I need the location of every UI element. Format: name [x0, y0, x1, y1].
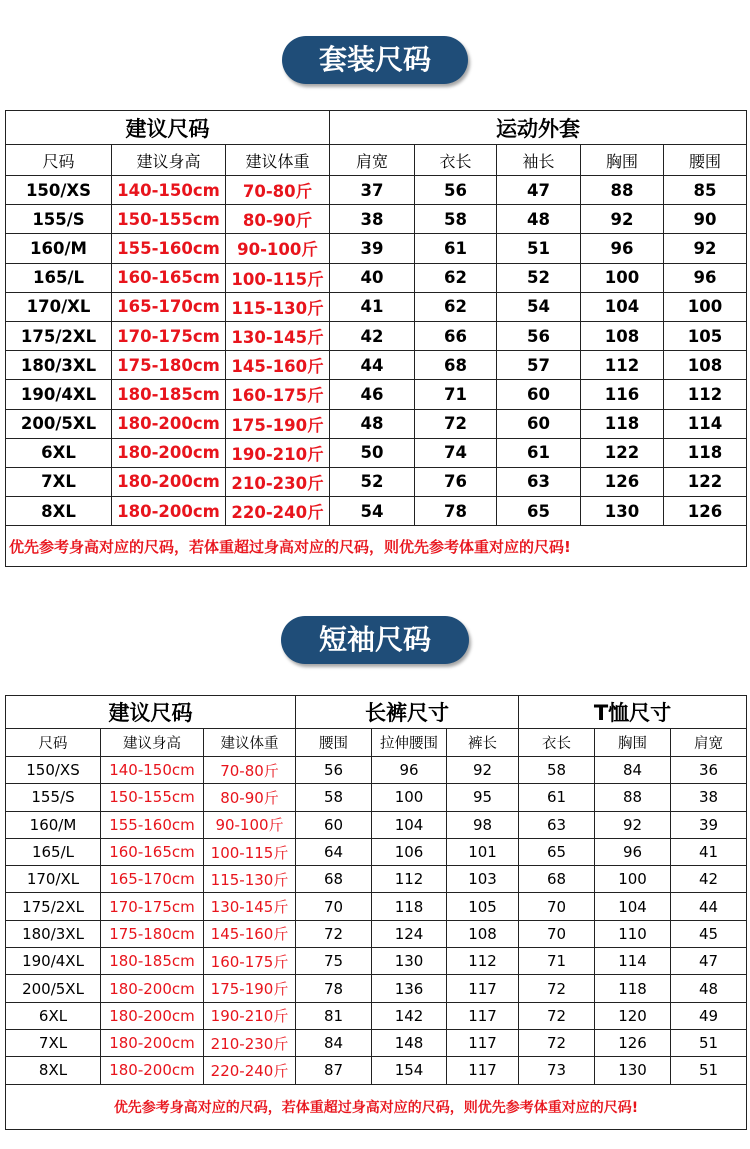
size-cell: 6XL — [6, 438, 112, 467]
measurement-cell: 105 — [664, 321, 747, 350]
size-cell: 155/S — [6, 205, 112, 234]
table-row — [6, 234, 747, 263]
table-row — [6, 292, 747, 321]
measurement-cell: 51 — [671, 1057, 747, 1084]
table-row — [6, 866, 747, 893]
measurement-cell: 48 — [330, 409, 415, 438]
measurement-cell: 52 — [497, 263, 581, 292]
measurement-cell: 73 — [519, 1057, 595, 1084]
measurement-cell: 68 — [519, 866, 595, 893]
measurement-cell: 104 — [372, 811, 447, 838]
measurement-cell: 41 — [671, 838, 747, 865]
size-cell: 200/5XL — [6, 409, 112, 438]
size-cell: 8XL — [6, 1057, 101, 1084]
height-cell: 155-160cm — [112, 234, 226, 263]
table-row — [6, 205, 747, 234]
measurement-cell: 101 — [447, 838, 519, 865]
measurement-cell: 72 — [296, 920, 372, 947]
measurement-cell: 45 — [671, 920, 747, 947]
measurement-cell: 112 — [581, 351, 664, 380]
measurement-cell: 64 — [296, 838, 372, 865]
measurement-cell: 51 — [497, 234, 581, 263]
measurement-cell: 117 — [447, 1002, 519, 1029]
measurement-cell: 61 — [415, 234, 497, 263]
measurement-cell: 85 — [664, 176, 747, 205]
table-row — [6, 838, 747, 865]
measurement-cell: 122 — [664, 467, 747, 496]
measurement-cell: 108 — [447, 920, 519, 947]
measurement-cell: 41 — [330, 292, 415, 321]
measurement-cell: 105 — [447, 893, 519, 920]
measurement-cell: 117 — [447, 975, 519, 1002]
measurement-cell: 100 — [664, 292, 747, 321]
measurement-cell: 130 — [595, 1057, 671, 1084]
height-cell: 140-150cm — [101, 757, 204, 784]
measurement-cell: 88 — [581, 176, 664, 205]
column-header: 建议身高 — [101, 729, 204, 757]
height-cell: 180-200cm — [101, 975, 204, 1002]
measurement-cell: 39 — [671, 811, 747, 838]
measurement-cell: 114 — [664, 409, 747, 438]
measurement-cell: 68 — [296, 866, 372, 893]
table-row — [6, 497, 747, 526]
measurement-cell: 71 — [415, 380, 497, 409]
measurement-cell: 117 — [447, 1029, 519, 1056]
weight-cell: 190-210斤 — [226, 438, 330, 467]
measurement-cell: 39 — [330, 234, 415, 263]
measurement-cell: 74 — [415, 438, 497, 467]
weight-cell: 80-90斤 — [226, 205, 330, 234]
measurement-cell: 70 — [519, 920, 595, 947]
size-cell: 190/4XL — [6, 948, 101, 975]
height-cell: 180-185cm — [112, 380, 226, 409]
height-cell: 175-180cm — [112, 351, 226, 380]
table-row — [6, 1002, 747, 1029]
weight-cell: 160-175斤 — [226, 380, 330, 409]
height-cell: 150-155cm — [112, 205, 226, 234]
table-row — [6, 263, 747, 292]
table-row — [6, 351, 747, 380]
weight-cell: 175-190斤 — [204, 975, 296, 1002]
height-cell: 180-200cm — [112, 497, 226, 526]
measurement-cell: 96 — [581, 234, 664, 263]
weight-cell: 210-230斤 — [226, 467, 330, 496]
short-sleeve-size-title: 短袖尺码 — [281, 616, 469, 664]
measurement-cell: 148 — [372, 1029, 447, 1056]
measurement-cell: 54 — [330, 497, 415, 526]
measurement-cell: 126 — [664, 497, 747, 526]
column-header-row — [6, 729, 747, 757]
measurement-cell: 48 — [497, 205, 581, 234]
measurement-cell: 112 — [664, 380, 747, 409]
column-header: 建议体重 — [204, 729, 296, 757]
size-cell: 8XL — [6, 497, 112, 526]
table-row — [6, 1029, 747, 1056]
column-header: 建议身高 — [112, 145, 226, 176]
measurement-cell: 57 — [497, 351, 581, 380]
measurement-cell: 60 — [497, 380, 581, 409]
measurement-cell: 44 — [330, 351, 415, 380]
group-recommend-header: 建议尺码 — [6, 111, 330, 145]
table-row — [6, 757, 747, 784]
measurement-cell: 112 — [447, 948, 519, 975]
measurement-cell: 47 — [671, 948, 747, 975]
measurement-cell: 46 — [330, 380, 415, 409]
column-header: 尺码 — [6, 145, 112, 176]
measurement-cell: 60 — [296, 811, 372, 838]
measurement-cell: 118 — [581, 409, 664, 438]
column-header: 裤长 — [447, 729, 519, 757]
measurement-cell: 58 — [519, 757, 595, 784]
measurement-cell: 110 — [595, 920, 671, 947]
table-row — [6, 893, 747, 920]
measurement-cell: 78 — [415, 497, 497, 526]
measurement-cell: 95 — [447, 784, 519, 811]
table-row — [6, 811, 747, 838]
weight-cell: 160-175斤 — [204, 948, 296, 975]
group-pants-header: 长裤尺寸 — [296, 696, 519, 729]
measurement-cell: 38 — [330, 205, 415, 234]
measurement-cell: 100 — [581, 263, 664, 292]
weight-cell: 70-80斤 — [226, 176, 330, 205]
weight-cell: 115-130斤 — [226, 292, 330, 321]
size-cell: 6XL — [6, 1002, 101, 1029]
measurement-cell: 72 — [519, 1029, 595, 1056]
size-cell: 180/3XL — [6, 920, 101, 947]
measurement-cell: 142 — [372, 1002, 447, 1029]
measurement-cell: 100 — [372, 784, 447, 811]
weight-cell: 100-115斤 — [204, 838, 296, 865]
table-row — [6, 380, 747, 409]
weight-cell: 100-115斤 — [226, 263, 330, 292]
measurement-cell: 71 — [519, 948, 595, 975]
measurement-cell: 51 — [671, 1029, 747, 1056]
size-cell: 155/S — [6, 784, 101, 811]
size-cell: 160/M — [6, 234, 112, 263]
weight-cell: 145-160斤 — [204, 920, 296, 947]
group-recommend-header: 建议尺码 — [6, 696, 296, 729]
table-row — [6, 1057, 747, 1084]
size-note: 优先参考身高对应的尺码，若体重超过身高对应的尺码，则优先参考体重对应的尺码! — [6, 526, 747, 567]
measurement-cell: 48 — [671, 975, 747, 1002]
column-header: 肩宽 — [671, 729, 747, 757]
measurement-cell: 54 — [497, 292, 581, 321]
measurement-cell: 84 — [296, 1029, 372, 1056]
size-cell: 165/L — [6, 838, 101, 865]
measurement-cell: 38 — [671, 784, 747, 811]
measurement-cell: 103 — [447, 866, 519, 893]
measurement-cell: 118 — [595, 975, 671, 1002]
size-cell: 150/XS — [6, 176, 112, 205]
height-cell: 160-165cm — [112, 263, 226, 292]
column-header: 建议体重 — [226, 145, 330, 176]
measurement-cell: 108 — [581, 321, 664, 350]
measurement-cell: 117 — [447, 1057, 519, 1084]
measurement-cell: 87 — [296, 1057, 372, 1084]
measurement-cell: 108 — [664, 351, 747, 380]
size-cell: 200/5XL — [6, 975, 101, 1002]
column-header: 拉伸腰围 — [372, 729, 447, 757]
measurement-cell: 70 — [296, 893, 372, 920]
measurement-cell: 154 — [372, 1057, 447, 1084]
height-cell: 160-165cm — [101, 838, 204, 865]
measurement-cell: 70 — [519, 893, 595, 920]
measurement-cell: 62 — [415, 292, 497, 321]
short-sleeve-size-table — [5, 695, 747, 1130]
measurement-cell: 56 — [497, 321, 581, 350]
size-cell: 190/4XL — [6, 380, 112, 409]
table-row — [6, 467, 747, 496]
measurement-cell: 66 — [415, 321, 497, 350]
measurement-cell: 96 — [372, 757, 447, 784]
measurement-cell: 88 — [595, 784, 671, 811]
measurement-cell: 56 — [415, 176, 497, 205]
weight-cell: 190-210斤 — [204, 1002, 296, 1029]
measurement-cell: 92 — [595, 811, 671, 838]
group-tshirt-header: T恤尺寸 — [519, 696, 747, 729]
suit-size-table — [5, 110, 747, 567]
column-header: 肩宽 — [330, 145, 415, 176]
table-row — [6, 321, 747, 350]
measurement-cell: 98 — [447, 811, 519, 838]
measurement-cell: 118 — [372, 893, 447, 920]
measurement-cell: 92 — [447, 757, 519, 784]
measurement-cell: 72 — [519, 1002, 595, 1029]
size-note: 优先参考身高对应的尺码，若体重超过身高对应的尺码，则优先参考体重对应的尺码! — [6, 1084, 747, 1129]
measurement-cell: 37 — [330, 176, 415, 205]
column-header: 胸围 — [581, 145, 664, 176]
measurement-cell: 114 — [595, 948, 671, 975]
height-cell: 140-150cm — [112, 176, 226, 205]
size-cell: 170/XL — [6, 866, 101, 893]
weight-cell: 115-130斤 — [204, 866, 296, 893]
measurement-cell: 50 — [330, 438, 415, 467]
size-cell: 175/2XL — [6, 321, 112, 350]
measurement-cell: 58 — [296, 784, 372, 811]
height-cell: 180-200cm — [101, 1057, 204, 1084]
height-cell: 180-185cm — [101, 948, 204, 975]
measurement-cell: 92 — [664, 234, 747, 263]
height-cell: 170-175cm — [112, 321, 226, 350]
column-header: 尺码 — [6, 729, 101, 757]
suit-size-title: 套装尺码 — [282, 36, 468, 84]
table-row — [6, 176, 747, 205]
measurement-cell: 68 — [415, 351, 497, 380]
measurement-cell: 104 — [581, 292, 664, 321]
measurement-cell: 78 — [296, 975, 372, 1002]
measurement-cell: 92 — [581, 205, 664, 234]
measurement-cell: 124 — [372, 920, 447, 947]
measurement-cell: 96 — [664, 263, 747, 292]
measurement-cell: 49 — [671, 1002, 747, 1029]
weight-cell: 130-145斤 — [204, 893, 296, 920]
weight-cell: 90-100斤 — [226, 234, 330, 263]
size-cell: 160/M — [6, 811, 101, 838]
column-header: 腰围 — [296, 729, 372, 757]
measurement-cell: 116 — [581, 380, 664, 409]
measurement-cell: 65 — [519, 838, 595, 865]
table-row — [6, 784, 747, 811]
size-cell: 7XL — [6, 1029, 101, 1056]
measurement-cell: 90 — [664, 205, 747, 234]
measurement-cell: 106 — [372, 838, 447, 865]
height-cell: 165-170cm — [112, 292, 226, 321]
table-row — [6, 409, 747, 438]
weight-cell: 175-190斤 — [226, 409, 330, 438]
height-cell: 155-160cm — [101, 811, 204, 838]
column-header: 衣长 — [519, 729, 595, 757]
table-row — [6, 975, 747, 1002]
measurement-cell: 36 — [671, 757, 747, 784]
weight-cell: 80-90斤 — [204, 784, 296, 811]
measurement-cell: 52 — [330, 467, 415, 496]
measurement-cell: 122 — [581, 438, 664, 467]
column-header: 腰围 — [664, 145, 747, 176]
height-cell: 180-200cm — [112, 467, 226, 496]
weight-cell: 210-230斤 — [204, 1029, 296, 1056]
size-cell: 150/XS — [6, 757, 101, 784]
measurement-cell: 61 — [497, 438, 581, 467]
measurement-cell: 136 — [372, 975, 447, 1002]
measurement-cell: 81 — [296, 1002, 372, 1029]
measurement-cell: 120 — [595, 1002, 671, 1029]
height-cell: 180-200cm — [101, 1002, 204, 1029]
size-cell: 180/3XL — [6, 351, 112, 380]
height-cell: 170-175cm — [101, 893, 204, 920]
measurement-cell: 65 — [497, 497, 581, 526]
measurement-cell: 62 — [415, 263, 497, 292]
weight-cell: 130-145斤 — [226, 321, 330, 350]
column-header: 袖长 — [497, 145, 581, 176]
measurement-cell: 72 — [415, 409, 497, 438]
measurement-cell: 47 — [497, 176, 581, 205]
weight-cell: 70-80斤 — [204, 757, 296, 784]
measurement-cell: 126 — [595, 1029, 671, 1056]
measurement-cell: 72 — [519, 975, 595, 1002]
size-cell: 165/L — [6, 263, 112, 292]
column-header: 衣长 — [415, 145, 497, 176]
group-jacket-header: 运动外套 — [330, 111, 747, 145]
table-row — [6, 920, 747, 947]
measurement-cell: 75 — [296, 948, 372, 975]
size-cell: 7XL — [6, 467, 112, 496]
height-cell: 180-200cm — [112, 409, 226, 438]
measurement-cell: 60 — [497, 409, 581, 438]
measurement-cell: 126 — [581, 467, 664, 496]
measurement-cell: 61 — [519, 784, 595, 811]
table-row — [6, 438, 747, 467]
size-cell: 175/2XL — [6, 893, 101, 920]
weight-cell: 220-240斤 — [204, 1057, 296, 1084]
measurement-cell: 118 — [664, 438, 747, 467]
height-cell: 180-200cm — [101, 1029, 204, 1056]
measurement-cell: 63 — [519, 811, 595, 838]
table-row — [6, 948, 747, 975]
size-cell: 170/XL — [6, 292, 112, 321]
measurement-cell: 104 — [595, 893, 671, 920]
height-cell: 180-200cm — [112, 438, 226, 467]
measurement-cell: 58 — [415, 205, 497, 234]
weight-cell: 220-240斤 — [226, 497, 330, 526]
column-header: 胸围 — [595, 729, 671, 757]
height-cell: 175-180cm — [101, 920, 204, 947]
measurement-cell: 63 — [497, 467, 581, 496]
measurement-cell: 42 — [330, 321, 415, 350]
measurement-cell: 42 — [671, 866, 747, 893]
measurement-cell: 112 — [372, 866, 447, 893]
height-cell: 165-170cm — [101, 866, 204, 893]
measurement-cell: 84 — [595, 757, 671, 784]
weight-cell: 145-160斤 — [226, 351, 330, 380]
measurement-cell: 76 — [415, 467, 497, 496]
weight-cell: 90-100斤 — [204, 811, 296, 838]
height-cell: 150-155cm — [101, 784, 204, 811]
measurement-cell: 130 — [372, 948, 447, 975]
measurement-cell: 56 — [296, 757, 372, 784]
measurement-cell: 40 — [330, 263, 415, 292]
measurement-cell: 130 — [581, 497, 664, 526]
measurement-cell: 44 — [671, 893, 747, 920]
measurement-cell: 96 — [595, 838, 671, 865]
column-header-row — [6, 145, 747, 176]
measurement-cell: 100 — [595, 866, 671, 893]
